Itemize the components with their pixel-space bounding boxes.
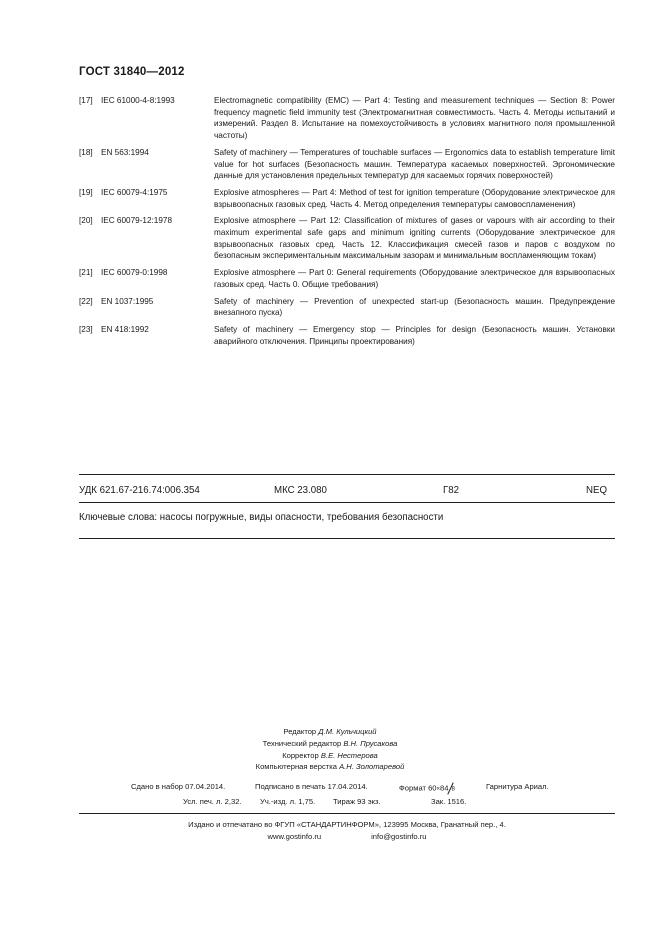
reference-item	[79, 147, 615, 182]
reference-number: [19]	[79, 187, 93, 197]
mks-code: МКС 23.080	[274, 485, 327, 496]
reference-number: [20]	[79, 216, 93, 226]
reference-item	[79, 267, 615, 290]
publisher-email: info@gostinfo.ru	[371, 832, 427, 841]
reference-description: Safety of machinery — Temperatures of touchable surfaces — Ergonomics data to establish temperature limit value for hot surfaces (Безопасность машин. Температура касаемых поверхностей. Эргономические данные для установления предельных температур для касаемых горячих поверхностей)	[214, 147, 615, 181]
divider	[79, 813, 615, 814]
credit-line	[180, 761, 480, 773]
reference-item	[79, 187, 615, 210]
order-number: Зак. 1516.	[431, 797, 467, 806]
credit-role: Корректор	[282, 750, 319, 760]
signed-date: Подписано в печать 17.04.2014.	[255, 782, 368, 791]
reference-description: Explosive atmosphere — Part 0: General requirements (Оборудование электрическое для взрывоопасных газовых сред. Часть 0. Общие требования)	[214, 268, 615, 289]
credit-line	[180, 750, 480, 762]
format-label: Формат 60	[399, 783, 437, 793]
credit-name: В.Н. Прусакова	[343, 738, 398, 748]
credit-role: Компьютерная верстка	[255, 762, 337, 772]
print-format	[399, 782, 455, 795]
divider	[79, 474, 615, 475]
edit-sheets: Уч.-изд. л. 1,75.	[260, 797, 316, 806]
reference-code: EN 418:1992	[101, 324, 149, 334]
publisher-contacts	[79, 831, 615, 843]
credit-role: Редактор	[283, 727, 317, 736]
reference-description: Explosive atmosphere — Part 12: Classification of mixtures of gases or vapours with air according to their maximum experimental safe gaps and minimum igniting currents (Оборудование электрическое для взрывоопасных газовых сред. Часть 12. Классификация смесей газов и паров с воздухом по безопасным экспериментальным максимальным зазорам и минимальным воспламеняющим токам)	[214, 216, 615, 261]
document-header: ГОСТ 31840—2012	[79, 66, 185, 78]
reference-code: IEC 60079-4:1975	[101, 187, 168, 197]
credit-name: Д.М. Кульчицкий	[318, 727, 377, 736]
divider	[79, 538, 615, 539]
udk-code: УДК 621.67-216.74:006.354	[79, 485, 200, 496]
neq-mark: NEQ	[586, 485, 607, 496]
classification-code: Г82	[443, 485, 460, 496]
print-run: Тираж 93 экз.	[333, 797, 381, 806]
typeface: Гарнитура Ариал.	[486, 782, 549, 791]
reference-item	[79, 215, 615, 262]
reference-number: [22]	[79, 296, 93, 306]
reference-number: [18]	[79, 147, 93, 157]
credit-role: Технический редактор	[262, 738, 342, 748]
credit-line	[180, 738, 480, 750]
reference-description: Safety of machinery — Prevention of unexpected start-up (Безопасность машин. Предупреждение внезапного пуска)	[214, 296, 615, 318]
format-times: ×	[436, 786, 441, 793]
reference-number: [17]	[79, 96, 93, 105]
reference-item	[79, 95, 615, 142]
reference-code: IEC 60079-12:1978	[101, 216, 173, 226]
credit-name: А.Н. Золотаревой	[339, 762, 405, 772]
publisher-line: Издано и отпечатано во ФГУП «СТАНДАРТИНФОРМ», 123995 Москва, Гранатный пер., 4.	[188, 820, 506, 829]
credit-line	[180, 726, 480, 738]
reference-code: EN 563:1994	[101, 147, 149, 157]
credits-block	[180, 726, 480, 773]
publisher-site: www.gostinfo.ru	[267, 832, 322, 841]
format-numerator: 84	[440, 783, 449, 793]
reference-item	[79, 324, 615, 347]
reference-description: Safety of machinery — Emergency stop — Principles for design (Безопасность машин. Установки аварийного отключения. Принципы проектирования)	[214, 324, 615, 346]
keywords: Ключевые слова: насосы погружные, виды опасности, требования безопасности	[79, 512, 444, 523]
reference-code: IEC 60079-0:1998	[101, 268, 168, 278]
print-sheets: Усл. печ. л. 2,32.	[183, 797, 242, 806]
reference-code: IEC 61000-4-8:1993	[101, 96, 175, 105]
format-denominator: 8	[451, 786, 455, 793]
reference-item	[79, 296, 615, 319]
credit-name: В.Е. Нестерова	[320, 750, 378, 760]
reference-code: EN 1037:1995	[101, 296, 154, 306]
publisher-block	[79, 819, 615, 843]
reference-number: [23]	[79, 324, 93, 334]
reference-description: Electromagnetic compatibility (EMC) — Part 4: Testing and measurement techniques — Section 8: Power frequency magnetic field immunity test (Электромагнитная совместимость. Часть 4. Методы испытаний и измерений. Раздел 8. Испытание на помехоустойчивость в условиях магнитного поля промышленной частоты)	[214, 96, 615, 141]
divider	[79, 502, 615, 503]
sent-date: Сдано в набор 07.04.2014.	[131, 782, 226, 791]
reference-list	[79, 95, 615, 352]
reference-description: Explosive atmospheres — Part 4: Method of test for ignition temperature (Оборудование электрическое для взрывоопасных газовых сред. Часть 4. Метод определения температуры самовоспламенения)	[214, 187, 615, 209]
reference-number: [21]	[79, 268, 93, 278]
